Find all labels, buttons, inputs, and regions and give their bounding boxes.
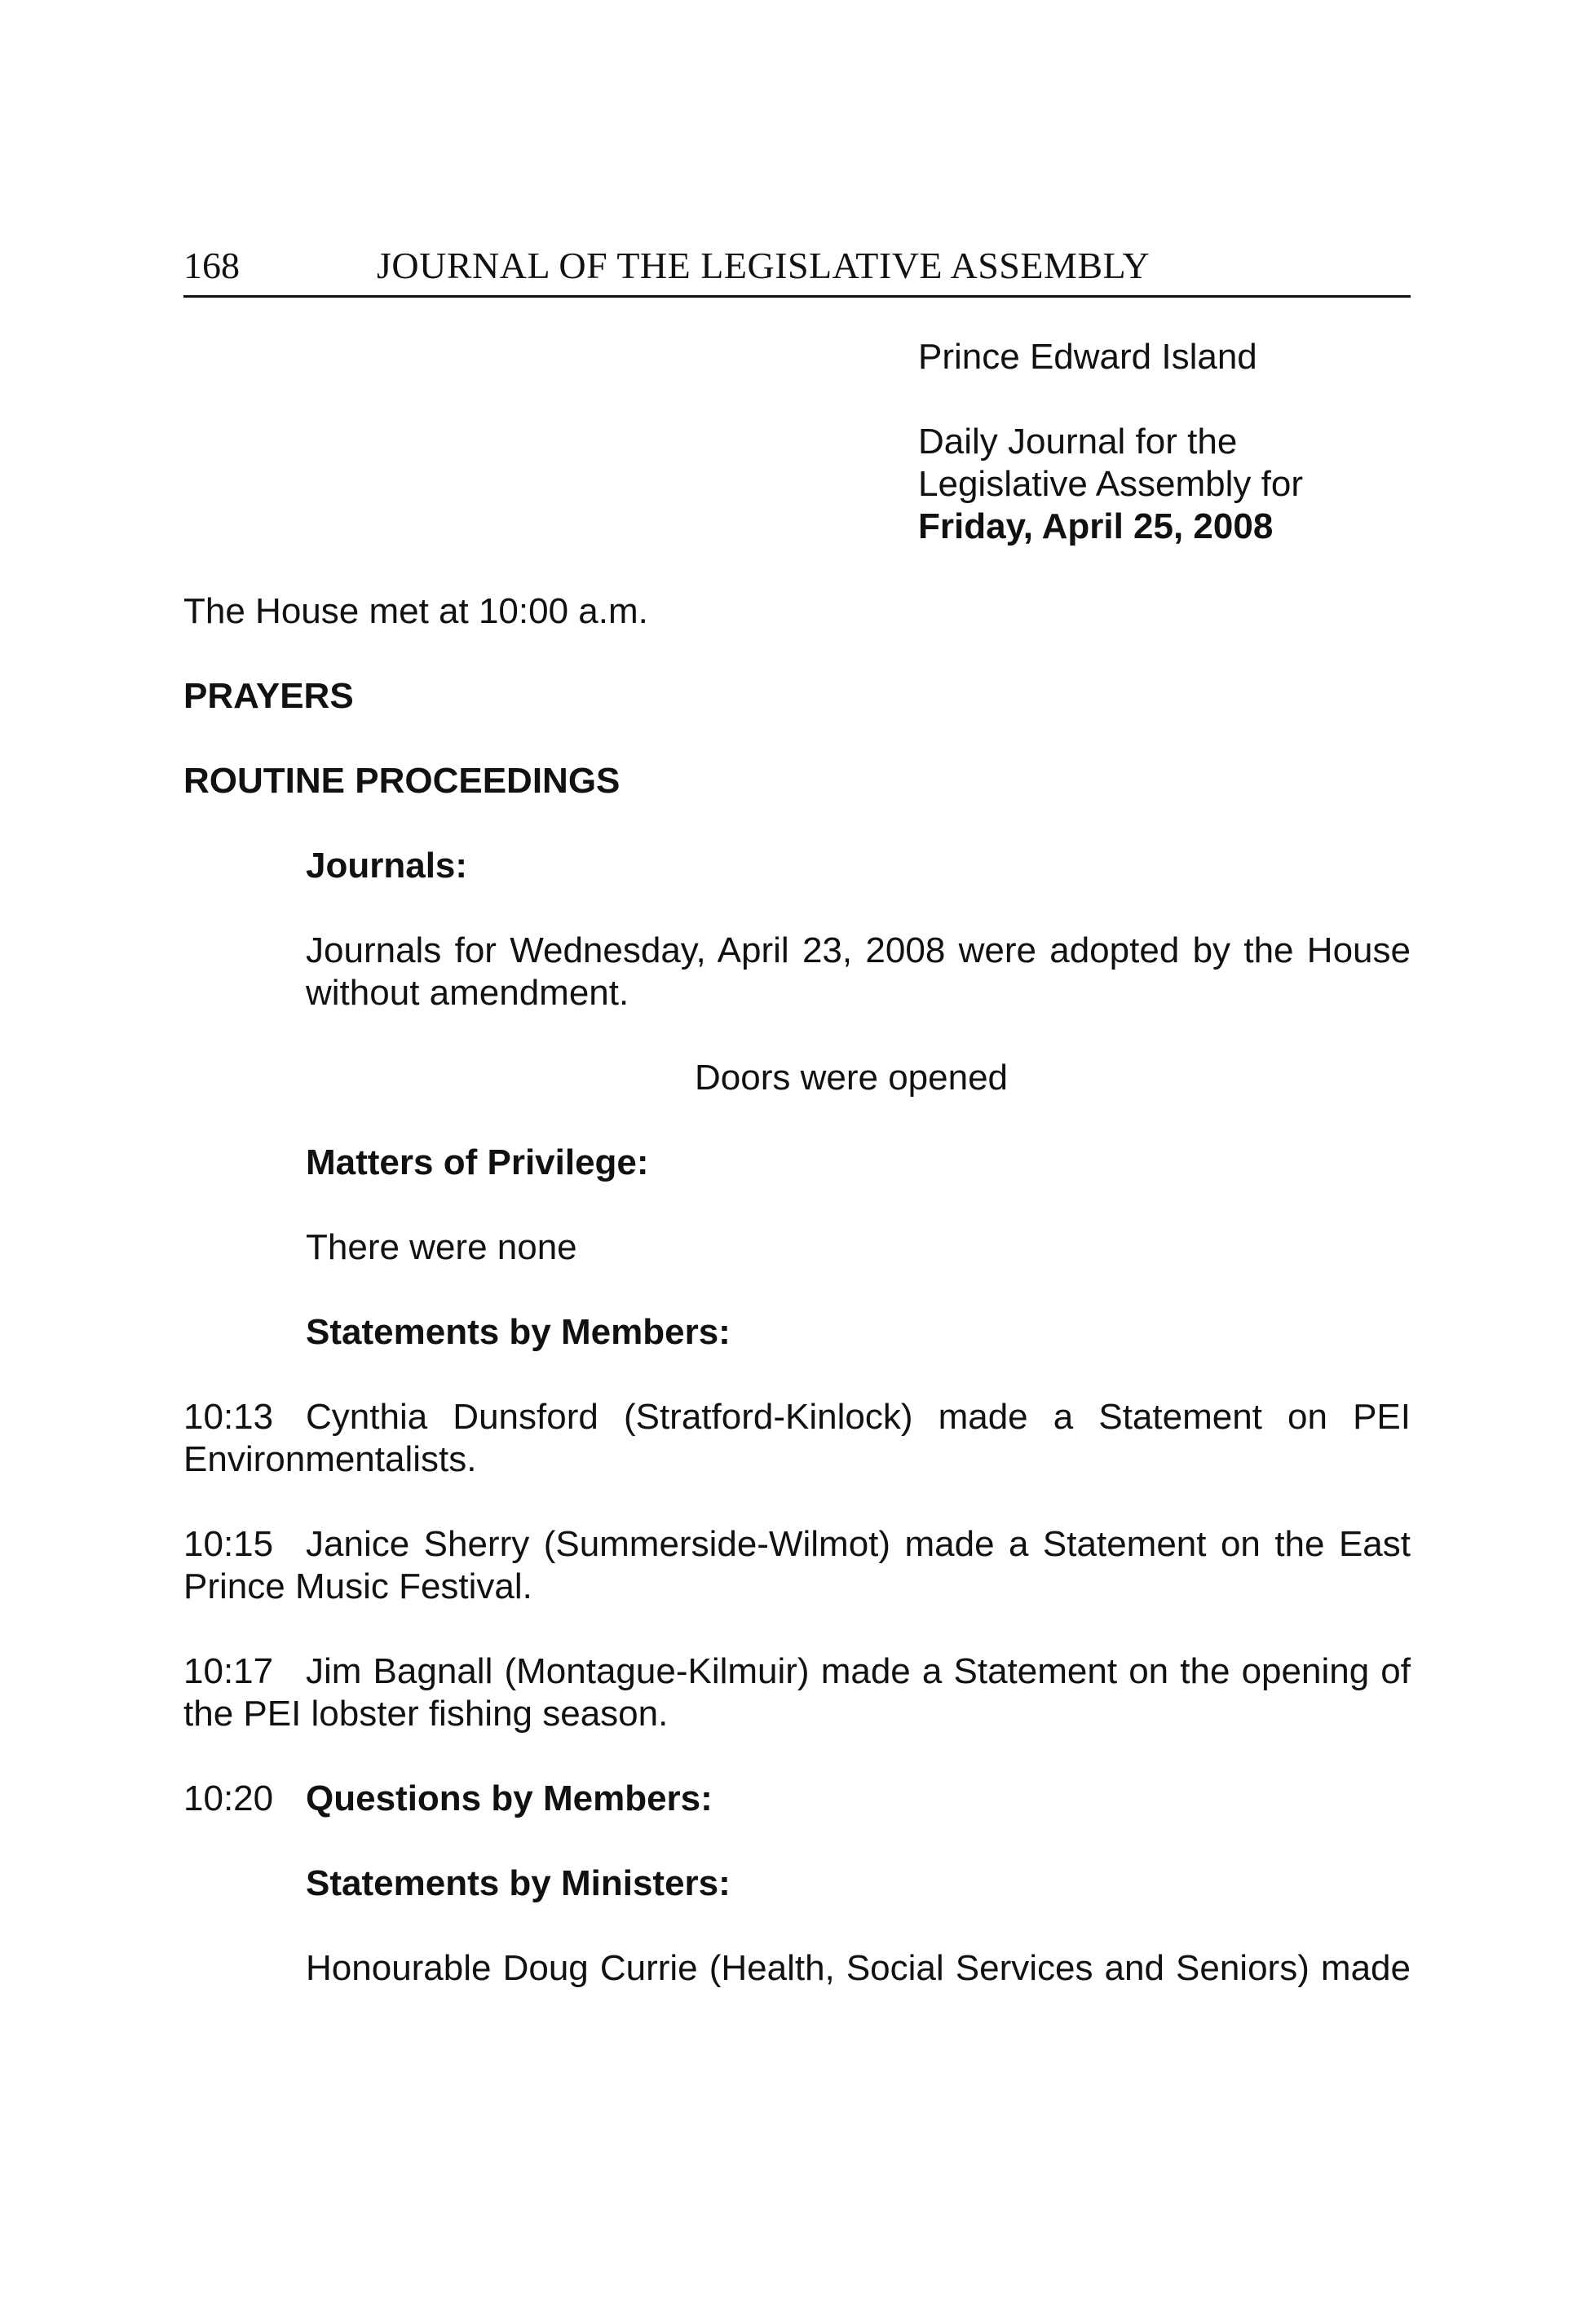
statement-text: Cynthia Dunsford (Stratford-Kinlock) made a Statement on PEI Environmentalists. [183,1397,1411,1479]
journals-text: Journals for Wednesday, April 23, 2008 were adopted by the House without amendment. [306,930,1411,1013]
privilege-heading: Matters of Privilege: [306,1142,649,1182]
routine-proceedings-heading: ROUTINE PROCEEDINGS [183,761,621,801]
house-met-line: The House met at 10:00 a.m. [183,591,648,631]
statement-time: 10:13 [183,1397,274,1437]
questions-line [183,1778,713,1820]
statement-item [183,1650,1411,1735]
journals-heading: Journals: [306,846,468,886]
running-title: JOURNAL OF THE LEGISLATIVE ASSEMBLY [377,245,1151,286]
doors-opened: Doors were opened [695,1058,1009,1098]
statements-members-heading: Statements by Members: [306,1312,731,1352]
journal-date: Friday, April 25, 2008 [918,506,1274,546]
statement-time: 10:15 [183,1524,274,1564]
questions-heading: Questions by Members: [306,1778,713,1818]
province-name: Prince Edward Island [918,337,1257,377]
statement-item [183,1523,1411,1608]
ministers-text: Honourable Doug Currie (Health, Social Services and Seniors) made [306,1948,1411,1988]
statements-ministers-heading: Statements by Ministers: [306,1863,731,1903]
masthead-line-1: Daily Journal for the [918,422,1238,462]
questions-time: 10:20 [183,1778,274,1818]
privilege-text: There were none [306,1227,577,1267]
masthead-line-2: Legislative Assembly for [918,464,1303,504]
statement-text: Jim Bagnall (Montague-Kilmuir) made a Statement on the opening of the PEI lobster fishing season. [183,1651,1411,1734]
page-header [183,245,1411,298]
page-number: 168 [183,245,240,286]
statement-item [183,1396,1411,1481]
prayers-heading: PRAYERS [183,676,354,716]
statement-time: 10:17 [183,1651,274,1691]
statement-text: Janice Sherry (Summerside-Wilmot) made a Statement on the East Prince Music Festival. [183,1524,1411,1606]
